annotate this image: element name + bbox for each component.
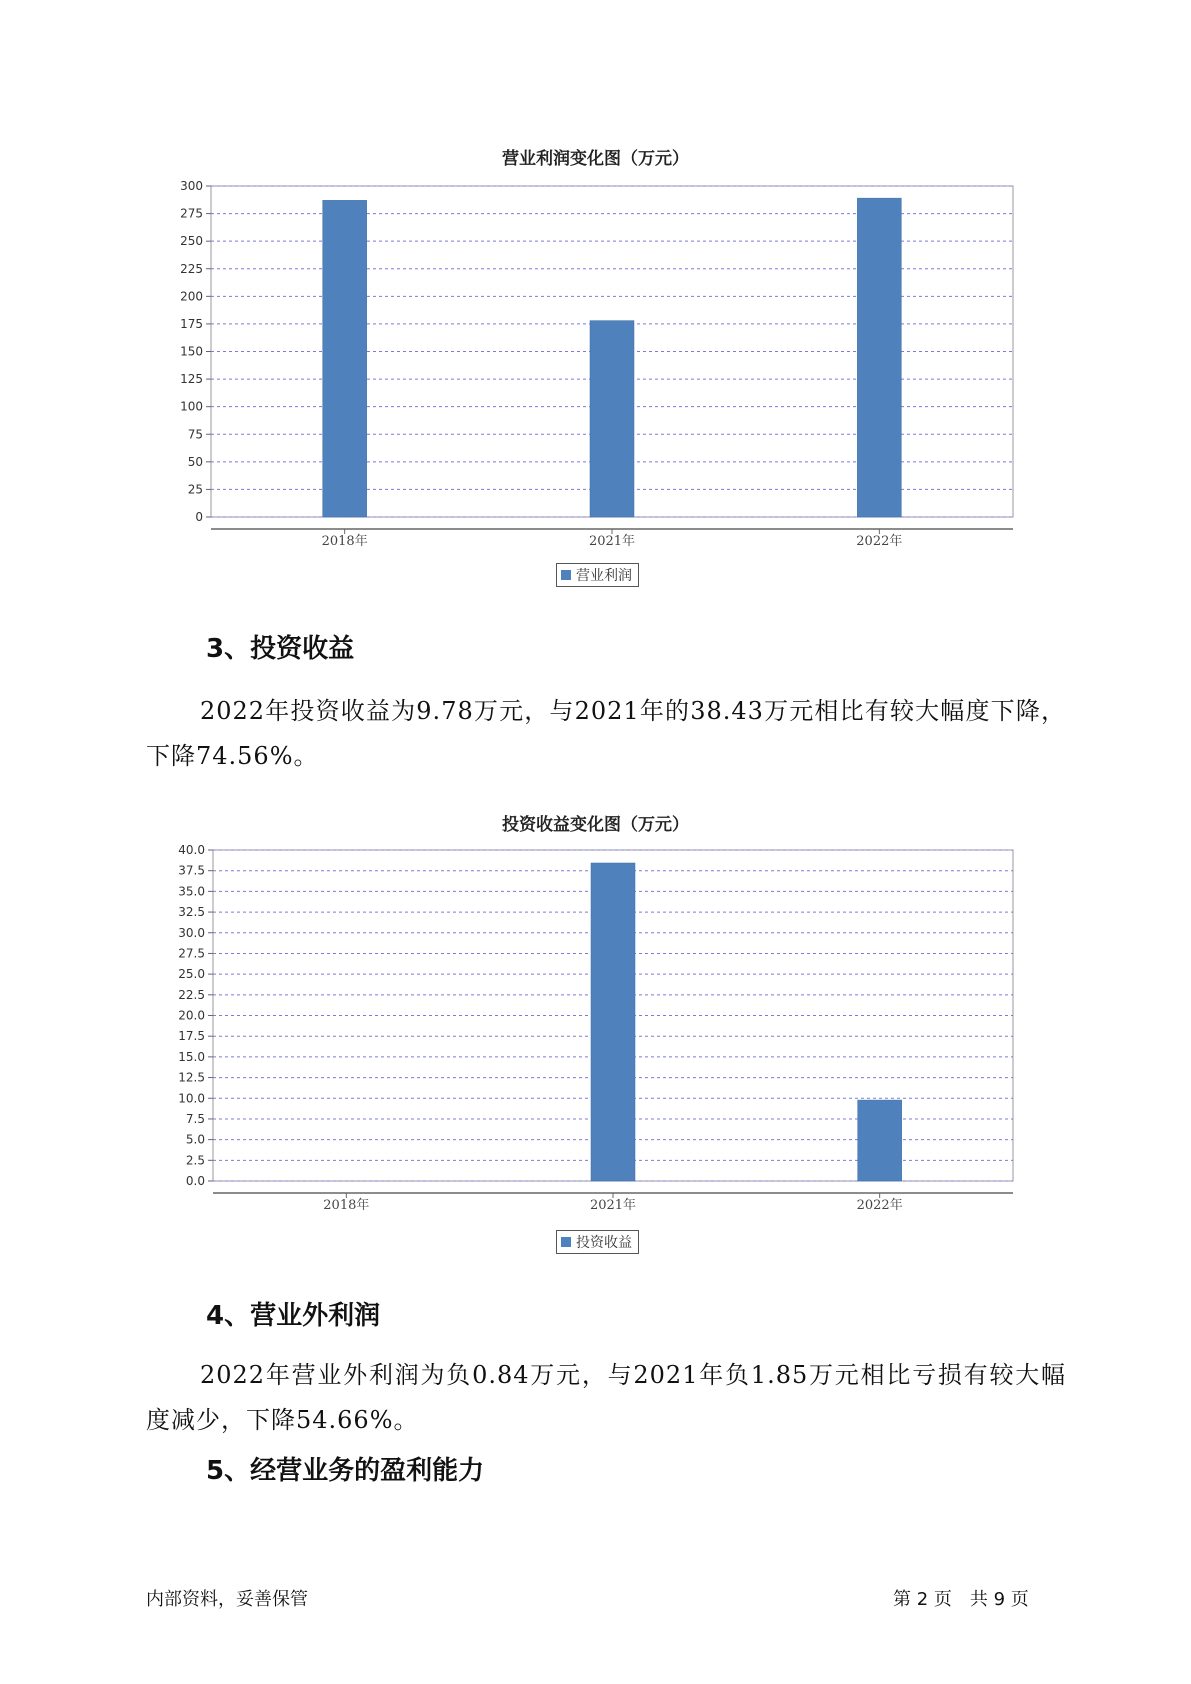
x-tick-label: 2022年 xyxy=(856,1198,903,1213)
section-3-heading: 3、投资收益 xyxy=(206,634,355,664)
chart-title: 投资收益变化图（万元） xyxy=(502,815,689,835)
y-tick-label: 150 xyxy=(180,344,203,359)
y-tick-label: 20.0 xyxy=(178,1008,205,1023)
y-tick-label: 27.5 xyxy=(178,946,205,961)
x-tick-label: 2018年 xyxy=(323,1198,370,1213)
x-tick-label: 2021年 xyxy=(589,1198,637,1213)
legend-label: 投资收益 xyxy=(576,1235,632,1251)
y-tick-label: 275 xyxy=(180,206,203,221)
x-tick-label: 2021年 xyxy=(588,534,636,549)
bar xyxy=(591,863,635,1181)
section-4-heading: 4、营业外利润 xyxy=(206,1301,381,1331)
y-tick-label: 200 xyxy=(180,289,203,304)
x-tick-label: 2018年 xyxy=(321,534,368,549)
y-tick-label: 50 xyxy=(187,454,203,469)
bar xyxy=(858,1100,902,1181)
section-5-heading: 5、经营业务的盈利能力 xyxy=(206,1456,485,1486)
chart-title: 营业利润变化图（万元） xyxy=(502,149,689,169)
y-tick-label: 75 xyxy=(187,427,203,442)
y-tick-label: 100 xyxy=(180,399,203,414)
y-tick-label: 30.0 xyxy=(178,925,205,940)
chart-legend xyxy=(556,1230,639,1254)
y-tick-label: 17.5 xyxy=(178,1029,205,1044)
y-tick-label: 32.5 xyxy=(178,905,205,920)
legend-label: 营业利润 xyxy=(576,568,632,584)
y-tick-label: 35.0 xyxy=(178,884,205,899)
y-tick-label: 250 xyxy=(180,234,203,249)
y-tick-label: 10.0 xyxy=(178,1091,205,1106)
y-tick-label: 40.0 xyxy=(178,843,205,857)
legend-swatch-icon xyxy=(561,1237,571,1247)
y-tick-label: 175 xyxy=(180,316,203,331)
y-tick-label: 22.5 xyxy=(178,987,205,1002)
y-tick-label: 300 xyxy=(180,179,203,193)
footer-page-number: 第 2 页 共 9 页 xyxy=(893,1589,1029,1610)
section-4-text: 2022年营业外利润为负0.84万元，与2021年负1.85万元相比亏损有较大幅度减少，下降54.66%。 xyxy=(146,1361,1066,1434)
footer-left: 内部资料，妥善保管 xyxy=(146,1589,308,1610)
y-tick-label: 15.0 xyxy=(178,1049,205,1064)
y-tick-label: 0.0 xyxy=(185,1174,205,1188)
y-tick-label: 25 xyxy=(187,482,203,497)
y-tick-label: 25.0 xyxy=(178,967,205,982)
y-tick-label: 7.5 xyxy=(185,1111,205,1126)
x-tick-label: 2022年 xyxy=(856,534,903,549)
y-tick-label: 5.0 xyxy=(185,1132,205,1147)
y-tick-label: 12.5 xyxy=(178,1070,205,1085)
section-3-text: 2022年投资收益为9.78万元，与2021年的38.43万元相比有较大幅度下降，下降74.56%。 xyxy=(146,697,1066,770)
y-tick-label: 225 xyxy=(180,261,203,276)
y-tick-label: 125 xyxy=(180,372,203,387)
y-tick-label: 2.5 xyxy=(185,1153,205,1168)
y-tick-label: 0 xyxy=(195,510,203,524)
y-tick-label: 37.5 xyxy=(178,863,205,878)
